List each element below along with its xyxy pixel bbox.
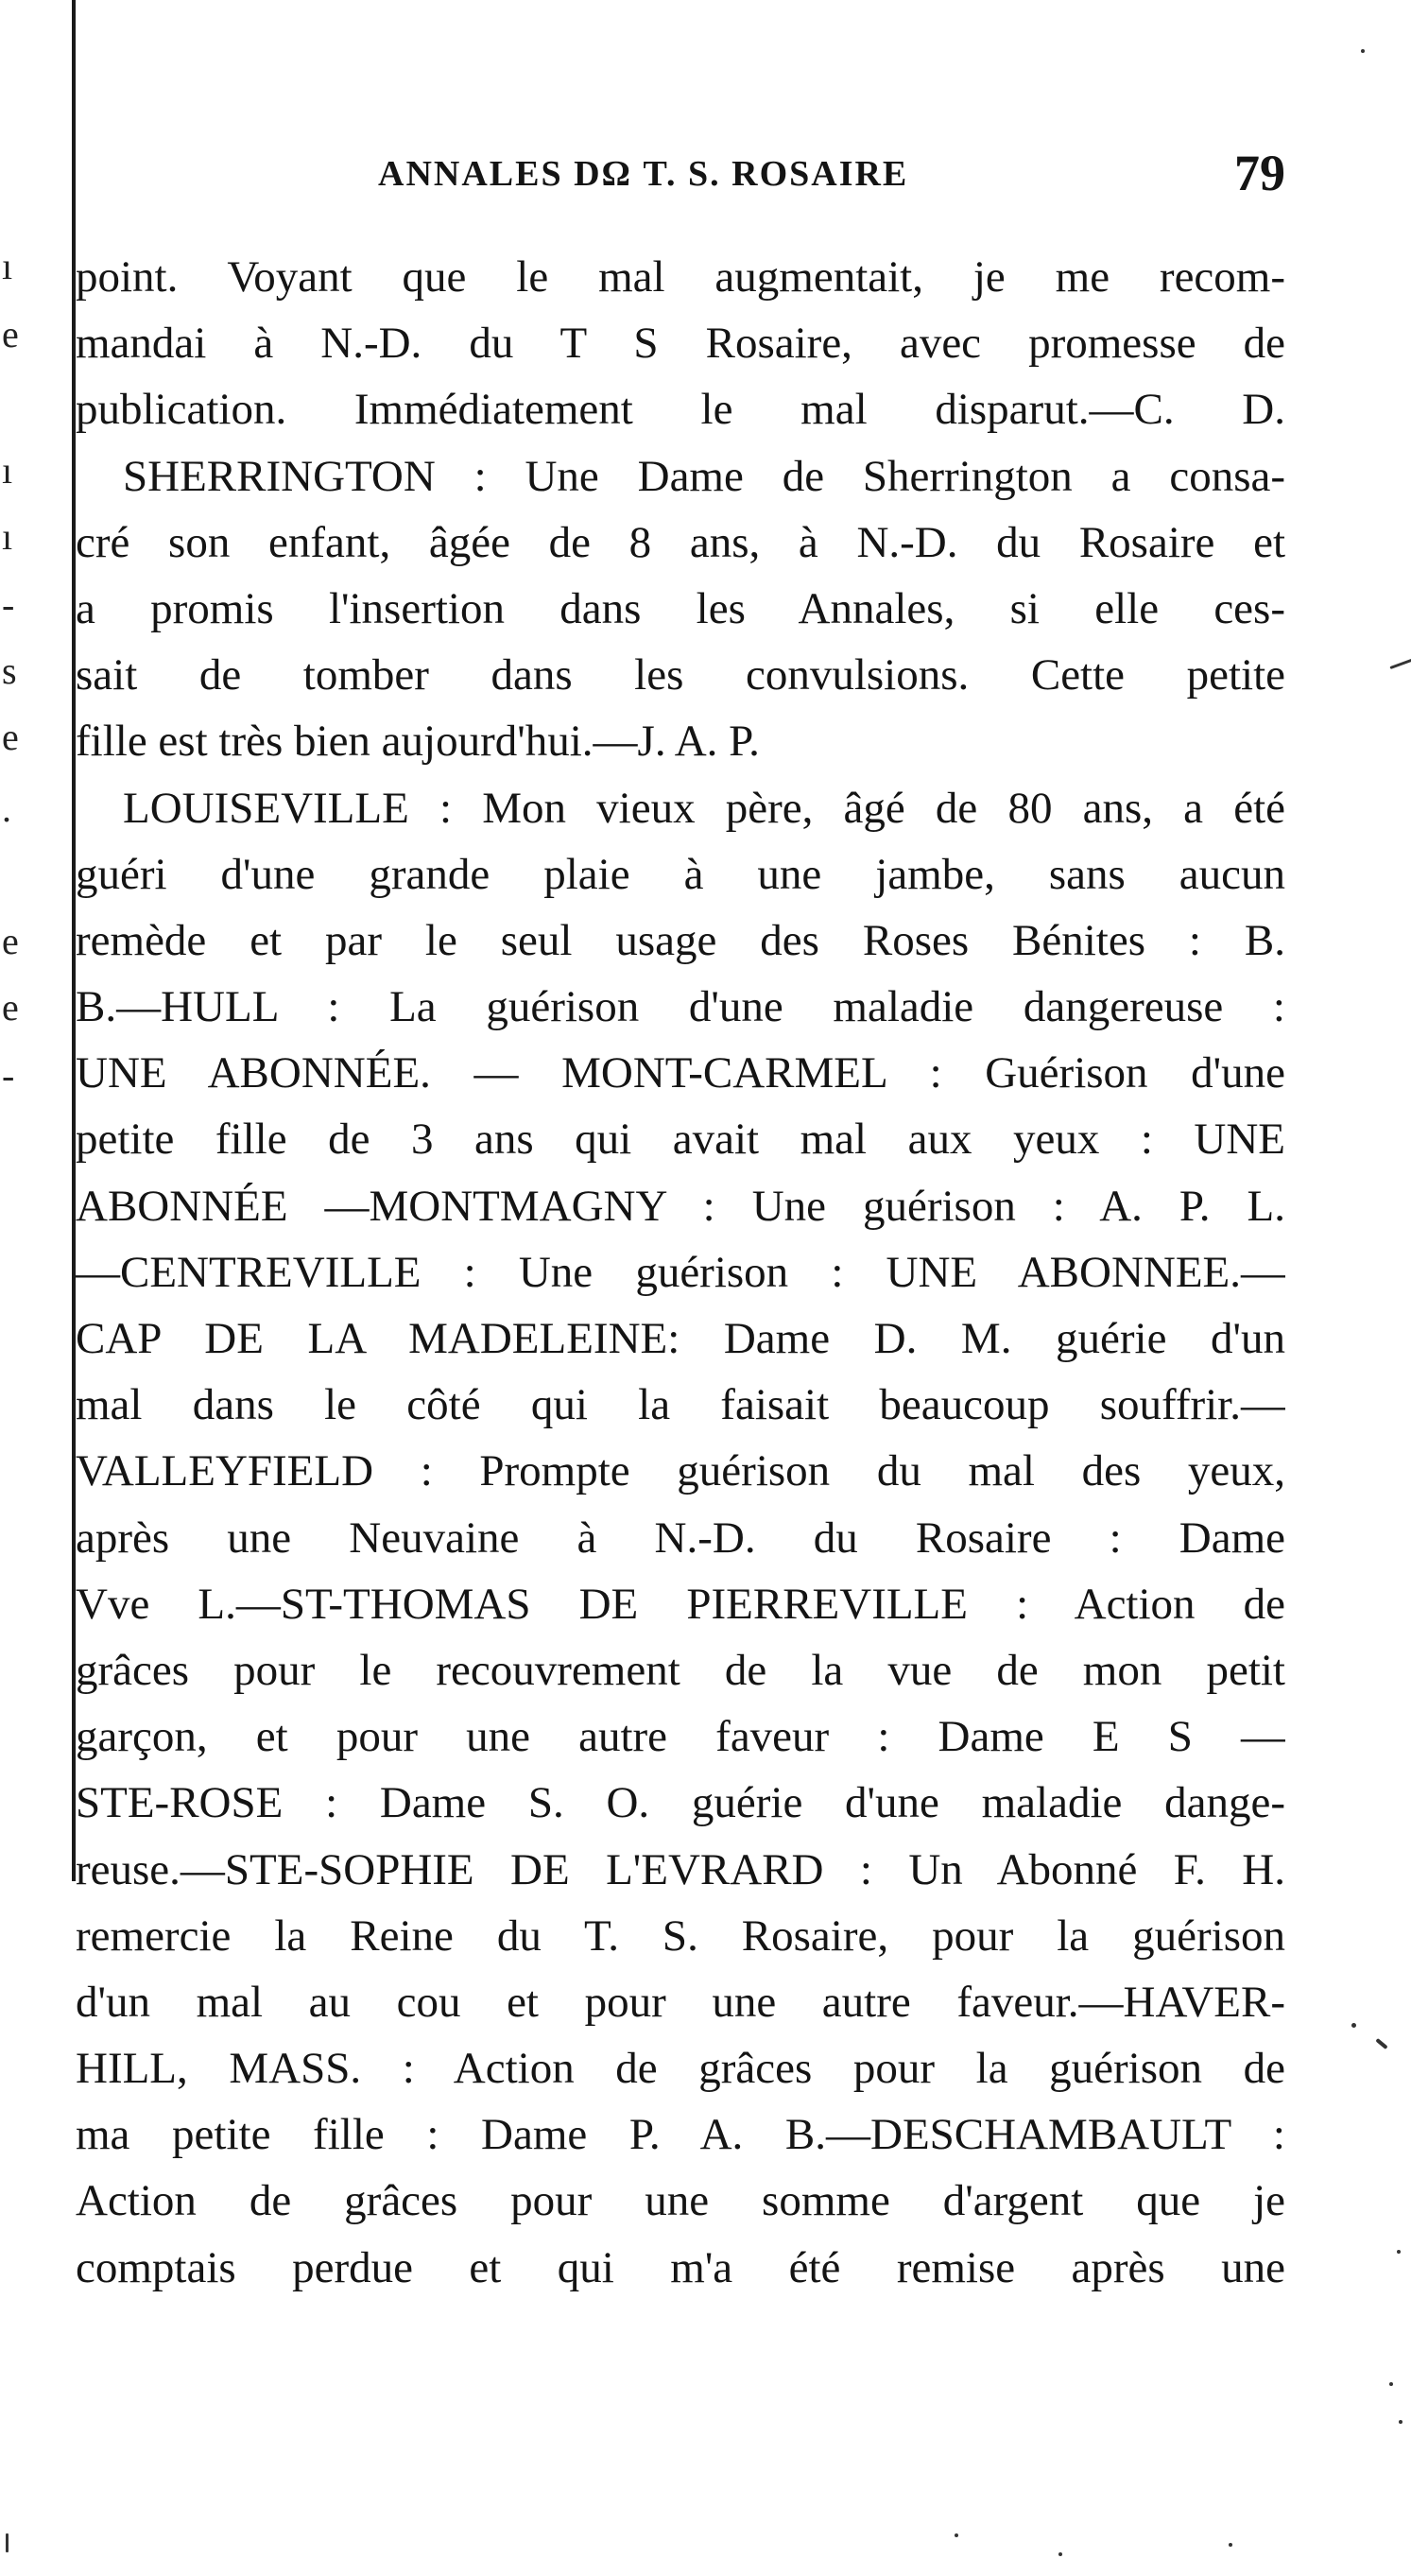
scan-speck xyxy=(1229,2543,1232,2547)
text-line: mal dans le côté qui la faisait beaucoup souffrir.— xyxy=(76,1380,1285,1430)
text-line: grâces pour le recouvrement de la vue de mon petit xyxy=(76,1645,1285,1695)
left-margin-marks xyxy=(0,0,28,1229)
text-line: garçon, et pour une autre faveur : Dame E S — xyxy=(76,1712,1285,1762)
text-line: comptais perdue et qui m'a été remise après une xyxy=(76,2242,1285,2292)
text-line: guéri d'une grande plaie à une jambe, sans aucun xyxy=(76,849,1285,899)
text-line: a promis l'insertion dans les Annales, si elle ces- xyxy=(76,583,1285,633)
scan-speck xyxy=(1375,2038,1387,2049)
text-line: fille est très bien aujourd'hui.—J. A. P. xyxy=(76,717,760,767)
scan-speck xyxy=(1351,2023,1356,2028)
margin-fragment: - xyxy=(2,583,15,626)
text-line: mandai à N.-D. du T S Rosaire, avec promesse de xyxy=(76,319,1285,369)
text-line: B.—HULL : La guérison d'une maladie dangereuse : xyxy=(76,982,1285,1032)
text-line: ma petite fille : Dame P. A. B.—DESCHAMBAULT : xyxy=(76,2110,1285,2160)
page-header xyxy=(76,144,1285,210)
scan-speck xyxy=(1361,49,1365,53)
scan-speck xyxy=(1397,2250,1401,2254)
text-line: ABONNÉE —MONTMAGNY : Une guérison : A. P. L. xyxy=(76,1181,1285,1231)
margin-fragment: ı xyxy=(2,449,13,492)
text-line: reuse.—STE-SOPHIE DE L'EVRARD : Un Abonné F. H. xyxy=(76,1844,1285,1894)
text-line: remercie la Reine du T. S. Rosaire, pour la guérison xyxy=(76,1910,1285,1961)
scan-speck xyxy=(1399,2420,1402,2424)
margin-fragment: s xyxy=(2,649,17,692)
text-line: HILL, MASS. : Action de grâces pour la guérison de xyxy=(76,2044,1285,2094)
text-body xyxy=(76,244,1285,2301)
text-line: UNE ABONNÉE. — MONT-CARMEL : Guérison d'une xyxy=(76,1048,1285,1098)
running-title: ANNALES DΩ T. S. ROSAIRE xyxy=(378,154,909,194)
scan-speck xyxy=(1058,2552,1062,2556)
text-line: Vve L.—ST-THOMAS DE PIERREVILLE : Action de xyxy=(76,1579,1285,1629)
text-line: cré son enfant, âgée de 8 ans, à N.-D. du Rosaire et xyxy=(76,517,1285,567)
text-line: sait de tomber dans les convulsions. Cette petite xyxy=(76,650,1285,700)
scan-speck xyxy=(1389,657,1411,669)
margin-fragment: e xyxy=(2,716,19,758)
text-line: CAP DE LA MADELEINE: Dame D. M. guérie d'un xyxy=(76,1314,1285,1363)
text-line: SHERRINGTON : Une Dame de Sherrington a consa- xyxy=(123,451,1285,501)
text-line: publication. Immédiatement le mal disparut.—C. D. xyxy=(76,385,1285,435)
margin-fragment: e xyxy=(2,920,19,962)
text-line: point. Voyant que le mal augmentait, je me recom- xyxy=(76,252,1285,302)
page-number: 79 xyxy=(1234,145,1285,201)
text-line: STE-ROSE : Dame S. O. guérie d'une maladie dange- xyxy=(76,1778,1285,1828)
margin-fragment: ı xyxy=(2,515,13,558)
text-line: d'un mal au cou et pour une autre faveur.—HAVER- xyxy=(76,1977,1285,2027)
scan-speck xyxy=(955,2533,958,2537)
margin-fragment: ı xyxy=(2,245,13,287)
text-line: —CENTREVILLE : Une guérison : UNE ABONNEE.— xyxy=(76,1247,1285,1297)
margin-fragment: - xyxy=(2,1054,15,1097)
text-line: VALLEYFIELD : Prompte guérison du mal des yeux, xyxy=(76,1446,1285,1496)
text-line: petite fille de 3 ans qui avait mal aux yeux : UNE xyxy=(76,1115,1285,1165)
text-line: après une Neuvaine à N.-D. du Rosaire : Dame xyxy=(76,1513,1285,1563)
text-line: Action de grâces pour une somme d'argent que je xyxy=(76,2176,1285,2226)
scan-speck xyxy=(6,2533,9,2552)
margin-fragment: e xyxy=(2,986,19,1029)
margin-fragment: e xyxy=(2,313,19,355)
margin-fragment: . xyxy=(2,787,11,830)
text-line: remède et par le seul usage des Roses Bénites : B. xyxy=(76,915,1285,965)
scan-speck xyxy=(1389,2382,1393,2386)
text-line: LOUISEVILLE : Mon vieux père, âgé de 80 ans, a été xyxy=(123,783,1285,833)
